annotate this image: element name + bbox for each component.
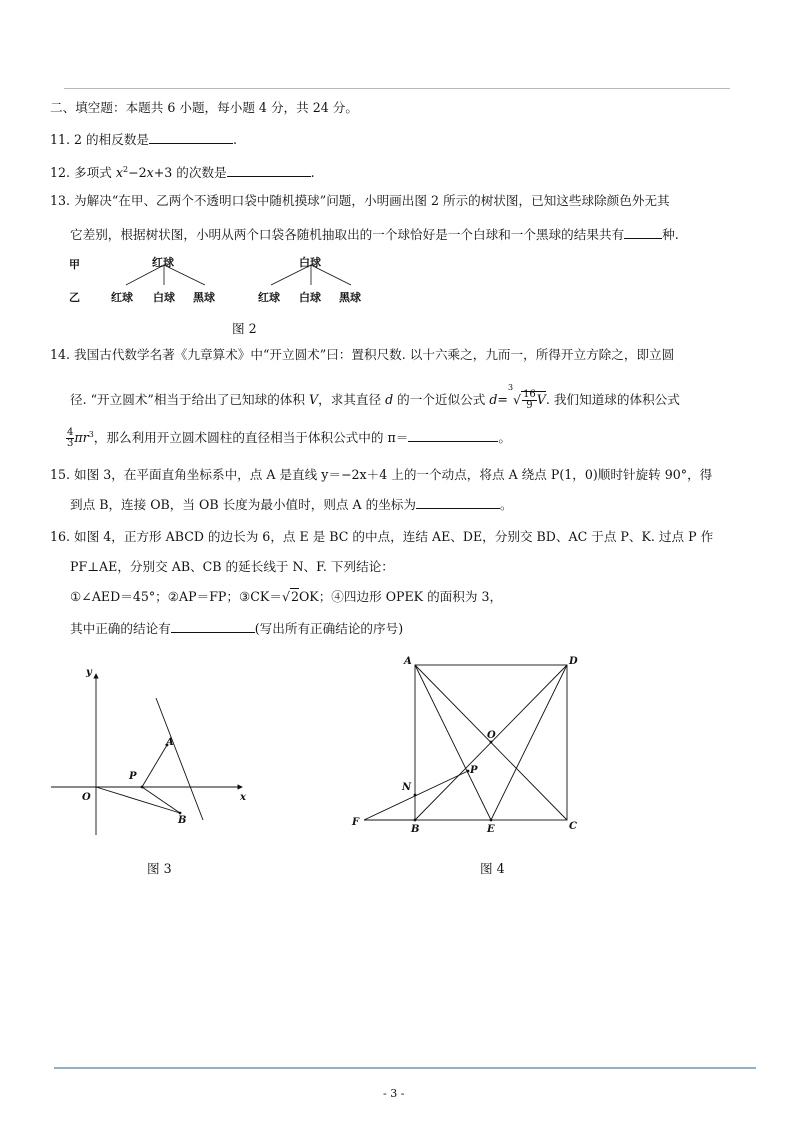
fig3-label-A: A <box>166 737 174 748</box>
figure-4-diagram <box>350 655 590 845</box>
question-16-line-1: 16. 如图 4，正方形 ABCD 的边长为 6，点 E 是 BC 的中点，连结 AE、DE，分别交 BD、AC 于点 P、K. 过点 P 作 <box>50 529 714 544</box>
tree-leaf: 红球 <box>258 291 280 304</box>
tree-root-left: 红球 <box>152 256 174 269</box>
figure-3-diagram <box>46 660 266 840</box>
q12-answer-blank[interactable] <box>227 164 311 177</box>
fig3-label-y: y <box>86 667 92 678</box>
section-heading: 二、填空题：本题共 6 小题，每小题 4 分，共 24 分。 <box>50 100 358 115</box>
tree-leaf: 黑球 <box>339 291 361 304</box>
tree-leaf: 白球 <box>153 291 175 304</box>
question-16-line-4: 其中正确的结论有 (写出所有正确结论的序号) <box>70 621 404 636</box>
footer-rule <box>54 1067 756 1069</box>
segment-PA <box>142 745 167 787</box>
tree-leaf: 红球 <box>111 291 133 304</box>
question-15-line-2: 到点 B，连接 OB，当 OB 长度为最小值时，则点 A 的坐标为 。 <box>70 497 513 512</box>
fig3-label-B: B <box>178 815 187 826</box>
tree-leaf: 白球 <box>299 291 321 304</box>
fig4-label-N: N <box>402 782 412 793</box>
question-12: 12. 多项式 $x^2-2x+3$ 的次数是 . <box>50 165 315 181</box>
fig4-label-P: P <box>470 765 478 776</box>
question-16-conclusions: ①∠AED＝45°；②AP＝FP；③CK＝√2OK；④四边形 OPEK 的面积为 3， <box>70 589 503 604</box>
q13-answer-blank[interactable] <box>624 226 662 239</box>
fig3-label-P: P <box>129 771 137 782</box>
figure-2-caption: 图 2 <box>232 321 257 336</box>
page-number: - 3 - <box>383 1087 405 1100</box>
fig4-label-B: B <box>411 824 420 835</box>
q16-answer-blank[interactable] <box>171 620 255 633</box>
q14-answer-blank[interactable] <box>408 429 498 442</box>
fig4-label-O: O <box>487 730 496 741</box>
header-rule <box>64 88 730 89</box>
tree-leaf: 黑球 <box>193 291 215 304</box>
question-16-line-2: PF⊥AE，分别交 AB、CB 的延长线于 N、F. 下列结论： <box>70 559 394 574</box>
q11-answer-blank[interactable] <box>149 131 233 144</box>
tree-root-right: 白球 <box>299 256 321 269</box>
tree-row-label-jia: 甲 <box>69 258 80 271</box>
segment-OB <box>96 787 180 813</box>
q15-answer-blank[interactable] <box>416 496 500 509</box>
question-13-line-1: 13. 为解决“在甲、乙两个不透明口袋中随机摸球”问题，小明画出图 2 所示的树状图，已知这些球除颜色外无其 <box>50 193 670 208</box>
question-15-line-1: 15. 如图 3，在平面直角坐标系中，点 A 是直线 y＝−2x＋4 上的一个动点，将点 A 绕点 P(1，0)顺时针旋转 90°，得 <box>50 467 713 482</box>
question-14-line-1: 14. 我国古代数学名著《九章算术》中“开立圆术”曰：置积尺数. 以十六乘之，九而一，所得开立方除之，即立圆 <box>50 347 675 362</box>
segment-PB <box>142 787 180 813</box>
figure-3-caption: 图 3 <box>147 861 172 876</box>
fig4-label-A: A <box>404 656 412 667</box>
figure-4-caption: 图 4 <box>480 861 505 876</box>
question-13-line-2: 它差别，根据树状图，小明从两个口袋各随机抽取出的一个球恰好是一个白球和一个黑球的结果共有 种. <box>70 227 679 242</box>
q11-text: 11. 2 的相反数是 <box>50 132 150 147</box>
cube-root: $\frac{16}{9}$ V <box>523 389 546 412</box>
fig3-label-x: x <box>240 792 246 803</box>
fig4-label-E: E <box>487 824 495 835</box>
fig3-label-O: O <box>82 792 91 803</box>
question-11: 11. 2 的相反数是 . <box>50 132 238 147</box>
question-14-line-2: 径. “开立圆术”相当于给出了已知球的体积 V，求其直径 d 的一个近似公式 d=$^3$√ $\frac{16}{9}$ V. 我们知道球的体积公式 <box>70 383 680 412</box>
tree-row-label-yi: 乙 <box>69 291 80 304</box>
fig4-label-F: F <box>352 817 360 828</box>
fig4-label-D: D <box>569 656 578 667</box>
fig4-label-C: C <box>569 821 577 832</box>
segment-AE <box>415 665 491 820</box>
segment-DE <box>491 665 567 820</box>
question-14-line-3: $\frac{4}{3}$ $\pi r^3$，那么利用开立圆术圆柱的直径相当于体积公式中的 π＝ 。 <box>67 427 511 450</box>
